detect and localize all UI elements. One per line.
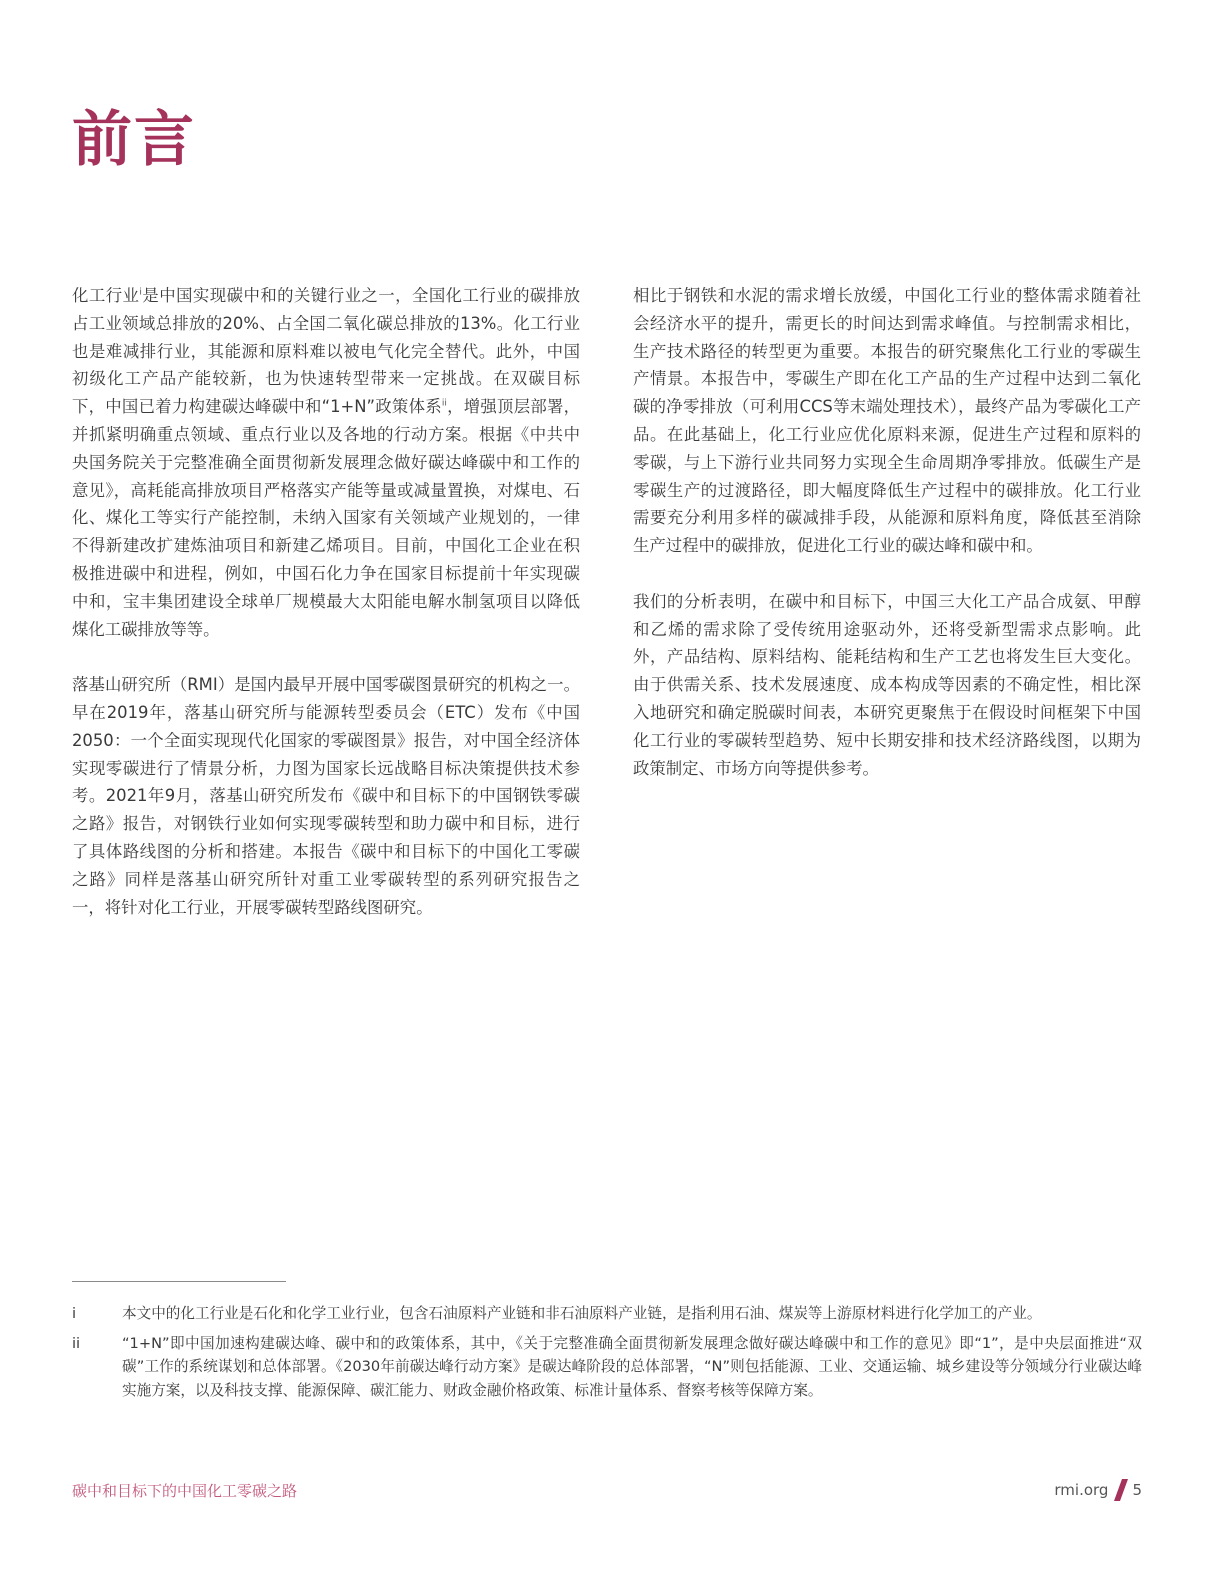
- footnote-text: 本文中的化工行业是石化和化学工业行业，包含石油原料产业链和非石油原料产业链，是指利用石油、煤炭等上游原材料进行化学加工的产业。: [122, 1305, 1042, 1322]
- footer-site-link[interactable]: rmi.org: [1054, 1481, 1109, 1499]
- paragraph: 相比于钢铁和水泥的需求增长放缓，中国化工行业的整体需求随着社会经济水平的提升，需更长的时间达到需求峰值。与控制需求相比，生产技术路径的转型更为重要。本报告的研究聚焦化工行业的零碳生产情景。本报告中，零碳生产即在化工产品的生产过程中达到二氧化碳的净零排放（可利用CCS等末端处理技术），最终产品为零碳化工产品。在此基础上，化工行业应优化原料来源，促进生产过程和原料的零碳，与上下游行业共同努力实现全生命周期净零排放。低碳生产是零碳生产的过渡路径，即大幅度降低生产过程中的碳排放。化工行业需要充分利用多样的碳减排手段，从能源和原料角度，降低甚至消除生产过程中的碳排放，促进化工行业的碳达峰和碳中和。: [633, 286, 1141, 556]
- footnotes: [72, 1302, 1142, 1408]
- footnote-text: “1+N”即中国加速构建碳达峰、碳中和的政策体系，其中，《关于完整准确全面贯彻新发展理念做好碳达峰碳中和工作的意见》即“1”，是中央层面推进“双碳”工作的系统谋划和总体部署。《2030年前碳达峰行动方案》是碳达峰阶段的总体部署，“N”则包括能源、工业、交通运输、城乡建设等分领域分行业碳达峰实施方案，以及科技支撑、能源保障、碳汇能力、财政金融价格政策、标准计量体系、督察考核等保障方案。: [122, 1334, 1142, 1399]
- footnote-item: [72, 1302, 1142, 1326]
- footnote-mark: i: [72, 1305, 77, 1322]
- paragraph: 落基山研究所（RMI）是国内最早开展中国零碳图景研究的机构之一。早在2019年，落基山研究所与能源转型委员会（ETC）发布《中国2050：一个全面实现现代化国家的零碳图景》报告，对中国全经济体实现零碳进行了情景分析，力图为国家长远战略目标决策提供技术参考。2021年9月，落基山研究所发布《碳中和目标下的中国钢铁零碳之路》报告，对钢铁行业如何实现零碳转型和助力碳中和目标，进行了具体路线图的分析和搭建。本报告《碳中和目标下的中国化工零碳之路》同样是落基山研究所针对重工业零碳转型的系列研究报告之一，将针对化工行业，开展零碳转型路线图研究。: [72, 675, 580, 917]
- footnote-item: [72, 1332, 1142, 1403]
- footer-site-info: [1054, 1478, 1142, 1502]
- paragraph: [72, 282, 580, 643]
- paragraph: 我们的分析表明，在碳中和目标下，中国三大化工产品合成氨、甲醇和乙烯的需求除了受传统用途驱动外，还将受新型需求点影响。此外，产品结构、原料结构、能耗结构和生产工艺也将发生巨大变化。由于供需关系、技术发展速度、成本构成等因素的不确定性，相比深入地研究和确定脱碳时间表，本研究更聚焦于在假设时间框架下中国化工行业的零碳转型趋势、短中长期安排和技术经济路线图，以期为政策制定、市场方向等提供参考。: [633, 591, 1141, 778]
- right-column: [633, 282, 1141, 810]
- paragraph-text: 化工行业: [72, 286, 140, 305]
- paragraph-text: ，增强顶层部署，并抓紧明确重点领域、重点行业以及各地的行动方案。根据《中共中央国务院关于完整准确全面贯彻新发展理念做好碳达峰碳中和工作的意见》，高耗能高排放项目严格落实产能等量或减量置换，对煤电、石化、煤化工等实行产能控制，未纳入国家有关领域产业规划的，一律不得新建改扩建炼油项目和新建乙烯项目。目前，中国化工企业在积极推进碳中和进程，例如，中国石化力争在国家目标提前十年实现碳中和，宝丰集团建设全球单厂规模最大太阳能电解水制氢项目以降低煤化工碳排放等等。: [72, 397, 581, 639]
- footer-report-title: 碳中和目标下的中国化工零碳之路: [72, 1482, 298, 1500]
- page-title: 前言: [72, 105, 196, 175]
- footnote-ref-ii[interactable]: ii: [441, 398, 447, 409]
- footnote-mark: ii: [72, 1334, 81, 1352]
- footnote-ref-i[interactable]: i: [139, 287, 142, 298]
- left-column: [72, 282, 580, 949]
- paragraph-text: 是中国实现碳中和的关键行业之一，全国化工行业的碳排放占工业领域总排放的20%、占全国二氧化碳总排放的13%。化工行业也是难减排行业，其能源和原料难以被电气化完全替代。此外，中国初级化工产品产能较新，也为快速转型带来一定挑战。在双碳目标下，中国已着力构建碳达峰碳中和“1+N”政策体系: [72, 286, 581, 417]
- footnote-divider: [72, 1281, 286, 1282]
- page-number: 5: [1132, 1481, 1142, 1499]
- slash-divider-icon: [1114, 1479, 1128, 1501]
